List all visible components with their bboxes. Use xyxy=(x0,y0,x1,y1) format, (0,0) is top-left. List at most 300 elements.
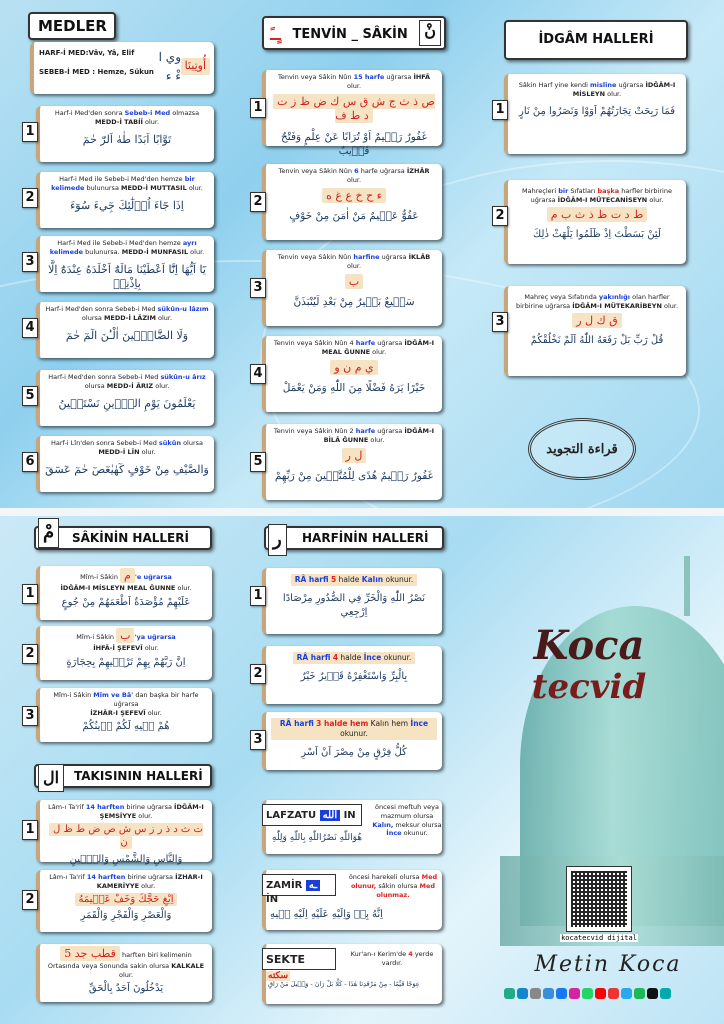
lafzatullah-l1: öncesi meftuh veya mazmum olursa xyxy=(375,803,439,820)
zamir-k1: Med olunur, xyxy=(350,873,438,890)
sakin-title: SÂKİNİN HALLERİ xyxy=(72,531,189,545)
idgam-l3: harfler birbirine uğrarsa xyxy=(530,187,672,204)
lafzatullah-label: LAFZATU xyxy=(266,810,317,821)
sekte-arabic: عِوَجًا قَيِّمًا - مِنْ مَرْقَدِنَا هٰذَا - كَلَّا بَلْ رَانَ - وَق۪يلَ مَنْ رَاقٍ xyxy=(268,980,420,988)
takisi-letters: ت ث د ذ ر ز س ش ص ض ط ظ ل ن xyxy=(49,823,203,850)
ra-number: 2 xyxy=(250,664,266,684)
idgam-arabic: قُلْ رَبِّ بَلْ رَفَعَهُ اللّٰهُ اَلَمْ نَخْلُقْكُمْ xyxy=(530,335,664,347)
sakin-l3: olur. xyxy=(177,583,192,592)
sakin-l1: Mîm-i Sâkin xyxy=(53,691,92,699)
ra-l2: Kalın hem xyxy=(370,719,409,728)
medd-k1: Sebeb-i Med xyxy=(124,109,171,117)
zamir-label-box xyxy=(262,874,336,905)
medd-k2: MEDD-İ LÎN xyxy=(98,447,140,456)
idgam-number: 3 xyxy=(492,312,508,332)
tenvin-number: 1 xyxy=(250,98,266,118)
sekte-k1: 4 xyxy=(408,950,413,958)
takisi-text xyxy=(45,947,207,979)
ra-text xyxy=(271,718,437,740)
sakin-text xyxy=(45,569,207,593)
medd-text xyxy=(45,439,209,457)
sakin-l1: Mîm-i Sâkin xyxy=(80,573,118,581)
medd-l1: Harf-i Med'den sonra xyxy=(54,109,123,117)
brand-line2: tecvid xyxy=(531,667,647,707)
zamir-in: İN xyxy=(266,893,279,905)
ra-k1: 5 xyxy=(330,575,337,584)
sebeb-med-arabic: ءْ ء xyxy=(165,69,181,84)
medd-text xyxy=(45,305,209,323)
medler-title: MEDLER xyxy=(28,12,116,40)
tenvin-l2: uğrarsa xyxy=(381,253,407,261)
sakin-card xyxy=(36,688,212,742)
sakin-title-box xyxy=(34,522,212,550)
tenvin-k2: İKLÂB xyxy=(408,253,431,261)
medler-badge: أُوتِينَا xyxy=(181,58,210,75)
qiraat-logo-text: قراءة التجويد xyxy=(546,441,618,457)
zamir-badge: ـه xyxy=(306,880,320,891)
lafzatullah-arabic: هُوَاللّٰهِ نَصْرُاللّٰهِ بِاللّٰهِ وَلِلّٰهِ xyxy=(272,833,363,843)
top-panel xyxy=(0,0,724,508)
takisi-k1: 14 harften xyxy=(85,803,125,811)
medd-card xyxy=(36,302,214,358)
idgam-l2: olan harfler birbirine uğrarsa xyxy=(515,293,670,310)
tenvin-card xyxy=(262,164,442,240)
ra-k2: İnce xyxy=(410,719,429,728)
bip-icon[interactable] xyxy=(660,988,671,999)
medd-arabic: وَالصَّيْفِ مِنْ خَوْفٍ كٓهٰيٰعٓصٓ حٰمٓ عٓسٓقٓ xyxy=(45,462,209,476)
takisi-l2: birine uğrarsa xyxy=(127,873,173,881)
lafzatullah-label-box xyxy=(262,804,362,826)
qr-pattern xyxy=(571,871,627,927)
medd-l2: olursa xyxy=(183,439,204,447)
web-icon[interactable] xyxy=(543,988,554,999)
idgam-arabic: لَئِنْ بَسَطْتَ اِذْ ظَلَمُوا يَلْهَثْ ذٰلِكَ xyxy=(533,229,661,241)
tenvin-l1: Tenvin veya Sâkin Nûn xyxy=(278,167,353,175)
lafzatullah-card xyxy=(262,800,442,854)
idgam-l1: Mahreç veya Sıfatında xyxy=(524,293,597,301)
tenvin-letters-row xyxy=(271,189,437,204)
idgam-text xyxy=(513,187,681,205)
medd-text xyxy=(45,109,209,127)
tenvin-letters-row xyxy=(271,449,437,464)
sakin-k2: İDĞÂM-I MİSLEYN MEAL ĞUNNE xyxy=(60,583,176,592)
tenvin-letters-row xyxy=(271,95,437,125)
takisi-l3: olur. xyxy=(118,970,134,979)
medd-l2: olmazsa xyxy=(172,109,200,117)
sakin-text xyxy=(45,629,207,653)
ra-arabic: نَصْرُ اللّٰهِ وَالْخَرِّ فِي الصُّدُورِ مِرْصَادًا اِرْجِعِي xyxy=(282,593,426,618)
medd-text xyxy=(45,373,209,391)
tenvin-number: 3 xyxy=(250,278,266,298)
medd-l1: Harf-i Med'den sonra Sebeb-i Med xyxy=(48,373,159,381)
takisi-l1: Lâm-ı Ta'rif xyxy=(48,803,84,811)
qr-code[interactable] xyxy=(566,866,632,932)
telegram-icon[interactable] xyxy=(621,988,632,999)
ra-l3: okunur. xyxy=(383,653,412,662)
youtube-icon[interactable] xyxy=(595,988,606,999)
tenvin-l2: uğrarsa xyxy=(377,339,403,347)
idgam-card xyxy=(504,74,686,154)
appstore-icon[interactable] xyxy=(517,988,528,999)
ra-text xyxy=(291,574,418,586)
tenvin-text xyxy=(271,167,437,185)
tenvin-badge-right: نْ xyxy=(419,20,441,46)
ra-l1: RÂ harfi xyxy=(296,653,331,662)
zamir-label: ZAMİR xyxy=(266,880,303,891)
idgam-letters-row xyxy=(513,208,681,223)
takisi-letters-k: قطب جد 5 xyxy=(60,946,120,961)
idgam-l2: uğrarsa xyxy=(618,81,644,89)
takisi-title-box xyxy=(34,764,212,788)
sekte-l1: Kur'an-ı Kerim'de xyxy=(350,950,407,958)
mosque-finial xyxy=(684,556,690,616)
takisi-k2: KALKALE xyxy=(171,961,205,970)
sakin-k2: İHFÂ-İ ŞEFEVÎ xyxy=(93,643,143,652)
ra-l1: RÂ harfi xyxy=(294,575,329,584)
sakin-k2: İZHÂR-I ŞEFEVÎ xyxy=(90,708,146,717)
tenvin-arabic: سَم۪يعٌ بَص۪يرٌ مِنْ بَعْدِ لَيُنْبَذَنَّ xyxy=(293,296,415,309)
medd-arabic: تَوَّابًا اَبَدًا طٰهٰ اَلرّٰ حٰمٓ xyxy=(82,132,172,146)
takisi-letters: اِبْغِ حَجَّكَ وَخَفْ عَق۪يمَهُ xyxy=(75,893,178,906)
signature: Metin Koca xyxy=(534,952,682,977)
facebook-icon[interactable] xyxy=(556,988,567,999)
sebeb-med-label: SEBEB-İ MED : Hemze, Sükun xyxy=(39,68,154,77)
zamir-k2: Med olunmaz. xyxy=(376,881,436,899)
idgam-l1: Sâkin Harf yine kendi xyxy=(518,81,588,89)
sakin-badge: مْ xyxy=(38,518,59,548)
tenvin-title: TENVİN _ SÂKİN xyxy=(292,27,408,42)
idgam-number: 2 xyxy=(492,206,508,226)
takisi-k2: İZHAR-I KAMERİYYE xyxy=(96,873,203,890)
medd-l2: olursa xyxy=(84,381,105,390)
tenvin-k1: 15 harfe xyxy=(353,73,385,81)
tenvin-l2: uğrarsa xyxy=(377,427,403,435)
medd-k1: sükûn xyxy=(158,439,181,447)
idgam-l3: olur. xyxy=(607,89,622,98)
ra-l3: okunur. xyxy=(340,729,368,739)
medd-number: 2 xyxy=(22,188,38,208)
medd-l3: olur. xyxy=(188,183,203,192)
tenvin-k2: İZHÂR xyxy=(406,167,430,175)
sekte-badge: سكته xyxy=(268,970,289,981)
ra-l2: halde xyxy=(338,575,360,584)
tenvin-l1: Tenvin veya Sâkin Nûn xyxy=(277,253,352,261)
lafzatullah-k1: Kalın, xyxy=(372,820,394,829)
idgam-k1: bir xyxy=(558,187,569,195)
idgam-arabic: فَمَا رَبِحَتْ تِجَارَتُهُمْ اَوَوْا وَنَصَرُوا مِنْ نَارٍ xyxy=(519,105,675,117)
ra-l2: halde xyxy=(340,653,362,662)
idgam-l4: olur. xyxy=(649,195,664,204)
takisi-k1: 14 harften xyxy=(86,873,126,881)
tenvin-k1: harfe xyxy=(355,427,376,435)
tenvin-text xyxy=(271,253,437,271)
medd-l3: olur. xyxy=(141,447,156,456)
lafzatullah-allah: الله xyxy=(320,810,341,821)
sakin-l3: olur. xyxy=(147,708,162,717)
ra-arabic: كُلُّ فِرْقٍ مِنْ مِصْرَ اَنْ اَسْرِ xyxy=(301,747,407,759)
tenvin-l3: olur. xyxy=(370,435,385,444)
takisi-card xyxy=(36,944,212,1002)
zamir-l1: öncesi harekeli olursa xyxy=(348,873,420,881)
ra-k2: Kalın xyxy=(361,575,384,584)
instagram-icon[interactable] xyxy=(569,988,580,999)
tenvin-card xyxy=(262,70,442,158)
ra-k2: İnce xyxy=(363,653,382,662)
takisi-text xyxy=(45,873,207,891)
takisi-badge: ال xyxy=(38,764,64,792)
medd-l2: bulunursa. xyxy=(85,247,120,256)
tenvin-l1: Tenvin veya Sâkin Nûn 4 xyxy=(273,339,354,347)
medd-l3: olur. xyxy=(190,247,205,256)
qr-caption: kocatecvid dijital xyxy=(561,934,637,942)
idgam-k2: İDĞÂM-I MİSLEYN xyxy=(572,81,676,98)
lafzatullah-in: IN xyxy=(343,810,356,821)
takisi-arabic: يَدْخُلُونَ اَحَدٌ بِالْحَقِّ xyxy=(88,983,164,995)
medd-arabic: وَلَا الضَّٓالّٖينَ اٰلْـٰٔنَ الٓمٓ حٰمٓ xyxy=(65,328,189,342)
tenvin-letters: ء ح خ ع غ ه xyxy=(322,188,386,203)
sakin-arabic: عَلَيْهِمْ مُؤْصَدَةٌ اَطْعَمَهُمْ مِنْ جُوعٍ xyxy=(61,596,191,608)
sakin-card xyxy=(36,566,212,620)
medd-number: 4 xyxy=(22,318,38,338)
takisi-l2: birine uğrarsa xyxy=(126,803,172,811)
tenvin-card xyxy=(262,336,442,412)
takisi-l1: Lâm-ı Ta'rif xyxy=(49,873,85,881)
ra-k1: 3 halde hem xyxy=(316,719,369,728)
tenvin-letters: ص ذ ث ج ش ق س ك ض ظ ز ت د ط ف xyxy=(273,94,435,124)
tenvin-arabic: خَيْرًا يَرَهُ فَضْلًا مِنَ اللّٰهِ وَمَنْ يَعْمَلْ xyxy=(282,382,426,395)
takisi-number: 1 xyxy=(22,820,38,840)
ra-text xyxy=(293,652,416,664)
medd-k1: sükûn-u lâzım xyxy=(157,305,209,313)
sakin-k1: 'e uğrarsa xyxy=(134,573,172,581)
medd-card xyxy=(36,106,214,162)
medd-l1: Harf-i Med ile Sebeb-i Med'den hemze xyxy=(59,175,183,183)
ra-card xyxy=(262,568,442,634)
takisi-k2: İDĞÂM-I ŞEMSİYYE xyxy=(99,803,204,820)
idgam-k2: İDĞÂM-I MÜTEKARİBEYN xyxy=(572,301,662,310)
sakin-k1: Mîm ve Bâ' xyxy=(93,691,134,699)
sakin-text xyxy=(45,691,207,717)
medler-definition-card xyxy=(30,42,214,94)
sakin-l1: Mîm-i Sâkin xyxy=(76,633,115,641)
medd-l1: Harf-i Med ile Sebeb-i Med'den hemze xyxy=(57,239,181,247)
medd-number: 3 xyxy=(22,252,38,272)
medd-k2: MEDD-İ TABİÎ xyxy=(94,117,143,126)
tenvin-k1: 6 xyxy=(354,167,359,175)
sakin-letter: ب xyxy=(116,628,134,643)
takisi-letters-row xyxy=(45,823,207,850)
brand-line1: Koca xyxy=(533,622,645,669)
idgam-number: 1 xyxy=(492,100,508,120)
medd-number: 6 xyxy=(22,452,38,472)
tenvin-number: 2 xyxy=(250,192,266,212)
tenvin-l1: Tenvin veya Sâkin Nûn xyxy=(277,73,352,81)
playstore-icon[interactable] xyxy=(504,988,515,999)
video-icon[interactable] xyxy=(608,988,619,999)
tenvin-k2: İDĞÂM-I MEAL ĞUNNE xyxy=(321,339,435,356)
medd-k1: bir kelimede xyxy=(51,175,195,192)
tenvin-letters-row xyxy=(271,361,437,376)
medd-l1: Harf-i Lîn'den sonra Sebeb-i Med xyxy=(50,439,157,447)
medd-card xyxy=(36,172,214,228)
tenvin-letters: ل ر xyxy=(342,448,367,463)
tenvin-text xyxy=(271,73,437,91)
tenvin-arabic: عَفُوٌّ عَل۪يمٌ مَنْ اٰمَنَ مِنْ خَوْفٍ xyxy=(289,210,419,223)
tenvin-k2: İHFÂ xyxy=(413,73,431,81)
x-icon[interactable] xyxy=(647,988,658,999)
idgam-text xyxy=(513,293,681,311)
takisi-letters-row xyxy=(45,893,207,907)
takisi-l3: olur. xyxy=(138,811,153,820)
medd-number: 5 xyxy=(22,386,38,406)
takisi-title: TAKISININ HALLERİ xyxy=(74,769,203,783)
medd-k1: ayrı kelimede xyxy=(49,239,197,256)
sakin-l2: dan başka bir harfe uğrarsa xyxy=(113,691,199,708)
ra-l1: RÂ harfi xyxy=(279,719,314,728)
medd-k2: MEDD-İ MUNFASIL xyxy=(121,247,189,256)
takisi-number: 2 xyxy=(22,890,38,910)
takisi-card xyxy=(36,870,212,932)
tenvin-l3: olur. xyxy=(372,347,387,356)
tenvin-number: 5 xyxy=(250,452,266,472)
takisi-card xyxy=(36,800,212,865)
takisi-l1: harften biri kelimenin Ortasında veya Sonunda sakin olursa xyxy=(47,951,192,970)
sekte-label-box xyxy=(262,948,336,981)
medd-l1: Harf-i Med'den sonra Sebeb-i Med xyxy=(45,305,156,313)
tenvin-number: 4 xyxy=(250,364,266,384)
tenvin-l1: Tenvin veya Sâkin Nûn 2 xyxy=(273,427,354,435)
ra-l3: okunur. xyxy=(385,575,414,584)
medd-l3: olur. xyxy=(158,313,173,322)
idgam-letters-row xyxy=(513,314,681,329)
medd-l2: olursa xyxy=(81,313,102,322)
idgam-k1: yakınlığı xyxy=(598,293,631,301)
takisi-text xyxy=(45,803,207,821)
medd-card xyxy=(36,236,214,292)
zamir-arabic: اِنَّهُ بِهٖ وَاِلَيْهِ عَلَيْهِ اِلَيْهِ ف۪يهِ xyxy=(270,909,383,920)
tenvin-text xyxy=(271,427,437,445)
ra-number: 1 xyxy=(250,586,266,606)
idgam-title: İDGÂM HALLERİ xyxy=(504,20,688,60)
tenvin-l2: uğrarsa xyxy=(386,73,412,81)
tenvin-title-box xyxy=(262,16,446,50)
idgam-card xyxy=(504,180,686,264)
zamir-l2: sâkin olursa xyxy=(378,881,418,890)
sakin-number: 2 xyxy=(22,644,38,664)
whatsapp-icon[interactable] xyxy=(582,988,593,999)
idgam-letters: ق ك ل ر xyxy=(572,313,621,328)
tenvin-letters-row xyxy=(271,275,437,290)
sakin-number: 3 xyxy=(22,706,38,726)
idgam-text xyxy=(513,81,681,99)
tenvin-l3: olur. xyxy=(346,175,362,184)
tenvin-k1: harfine xyxy=(353,253,380,261)
tenvin-k2: İDĞÂM-I BİLÂ ĞUNNE xyxy=(323,427,435,444)
idgam-l2: Sıfatları xyxy=(570,187,596,195)
ra-number: 3 xyxy=(250,730,266,750)
tenvin-l3: olur. xyxy=(346,81,362,90)
medd-text xyxy=(45,175,209,193)
apple-icon[interactable] xyxy=(530,988,541,999)
takisi-arabic: وَالنَّاسِ وَالشَّمْسِ وَالتّ۪ينِ xyxy=(69,853,183,865)
ra-badge: ر xyxy=(268,524,287,556)
spotify-icon[interactable] xyxy=(634,988,645,999)
medd-k1: sükûn-u ârız xyxy=(160,373,206,381)
bottom-panel xyxy=(0,516,724,1024)
idgam-k2: başka xyxy=(597,187,620,195)
sekte-label: SEKTE xyxy=(266,953,305,966)
ra-card xyxy=(262,712,442,770)
ra-title-box xyxy=(264,526,444,550)
harf-med-label: HARF-İ MED:Vâv, Yâ, Elif xyxy=(39,49,135,57)
sakin-l3: olur. xyxy=(144,643,159,652)
medd-l2: bulunursa xyxy=(86,183,119,192)
medd-arabic: يَٓا اَيُّهَا اِنَّٓا اَعْطَيْنَا مَالَهُٓ اَخْلَدَهُ عِنْدَهُٓ اِلَّا بِاِذْنِهٖ xyxy=(48,262,206,291)
qiraat-logo xyxy=(528,418,636,480)
lafzatullah-l3: okunur. xyxy=(403,829,428,838)
sakin-arabic: هُمْ ف۪يهِ لَكُمْ د۪ينُكُمْ xyxy=(82,721,170,733)
tenvin-card xyxy=(262,424,442,500)
medd-arabic: يَعْلَمُونَ يَوْمِ الدّٖينِ نَسْتَعٖينُ xyxy=(58,396,196,410)
medd-card xyxy=(36,436,214,492)
idgam-k1: misline xyxy=(590,81,617,89)
tenvin-l3: olur. xyxy=(346,261,362,270)
medd-number: 1 xyxy=(22,122,38,142)
idgam-card xyxy=(504,286,686,376)
sekte-l2: yerde vardır. xyxy=(381,950,434,967)
medd-k2: MEDD-İ LÂZIM xyxy=(103,313,156,322)
koca-tecvid-logo xyxy=(524,624,654,744)
tenvin-arabic: غَفُورٌ رَح۪يمٌ اَوْ تُرَابًا عَنْ عِلْمٍ وَفَتْحٌ قَر۪يبٌ xyxy=(281,131,427,158)
tenvin-letters: ب xyxy=(345,274,363,289)
sekte-card xyxy=(262,944,442,1004)
tenvin-k1: harfe xyxy=(355,339,376,347)
tenvin-l2: harfe uğrarsa xyxy=(360,167,405,175)
idgam-l3: olur. xyxy=(663,301,679,310)
medd-k2: MEDD-İ ÂRIZ xyxy=(106,381,154,390)
lafzatullah-l2: meksur olursa xyxy=(395,820,442,829)
medd-card xyxy=(36,370,214,426)
takisi-arabic: وَالْعَصْرِ وَالْفَجْرِ وَالْقَمَرِ xyxy=(80,910,172,922)
medd-arabic: اِذَا جَٓاءَ اُو۬لٰٓئِكَ جِٓيءَ سُوٓءَ xyxy=(70,198,184,212)
medd-l3: olur. xyxy=(155,381,170,390)
sakin-card xyxy=(36,626,212,680)
takisi-l3: olur. xyxy=(141,881,156,890)
sakin-letter: م xyxy=(120,568,135,583)
ra-k1: 4 xyxy=(332,653,339,662)
medd-k2: MEDD-İ MUTTASIL xyxy=(121,183,187,192)
ra-title: HARFİNİN HALLERİ xyxy=(302,531,429,545)
ra-arabic: بِالْبِرِّ وَاسْتَغْفِرْهُ قَد۪يرٌ خَيْرٌ xyxy=(300,671,408,683)
idgam-l1: Mahreçleri xyxy=(522,187,557,195)
medd-text xyxy=(45,239,209,257)
lafzatullah-k2: İnce xyxy=(386,829,402,838)
idgam-letters: ط د ت ظ ذ ث ب م xyxy=(547,207,648,222)
sakin-arabic: اِنَّ رَبَّهُمْ بِهِمْ تَرْم۪يهِمْ بِحِجَارَةٍ xyxy=(66,656,186,668)
harf-med-arabic: وي ا xyxy=(158,50,181,64)
medd-l3: olur. xyxy=(144,117,160,126)
tenvin-text xyxy=(271,339,437,357)
zamir-card xyxy=(262,870,442,930)
tenvin-card xyxy=(262,250,442,326)
tenvin-badge-left: ـٍـً xyxy=(270,25,281,44)
social-icons xyxy=(504,988,671,999)
tenvin-letters: ي م ن و xyxy=(330,360,377,375)
ra-card xyxy=(262,646,442,704)
sakin-number: 1 xyxy=(22,584,38,604)
tenvin-arabic: غَفُورٌ رَح۪يمٌ هُدًى لِلْمُتَّق۪ينَ مِنْ رَبِّهِمْ xyxy=(274,470,434,483)
sakin-k1: 'ya uğrarsa xyxy=(134,633,176,641)
